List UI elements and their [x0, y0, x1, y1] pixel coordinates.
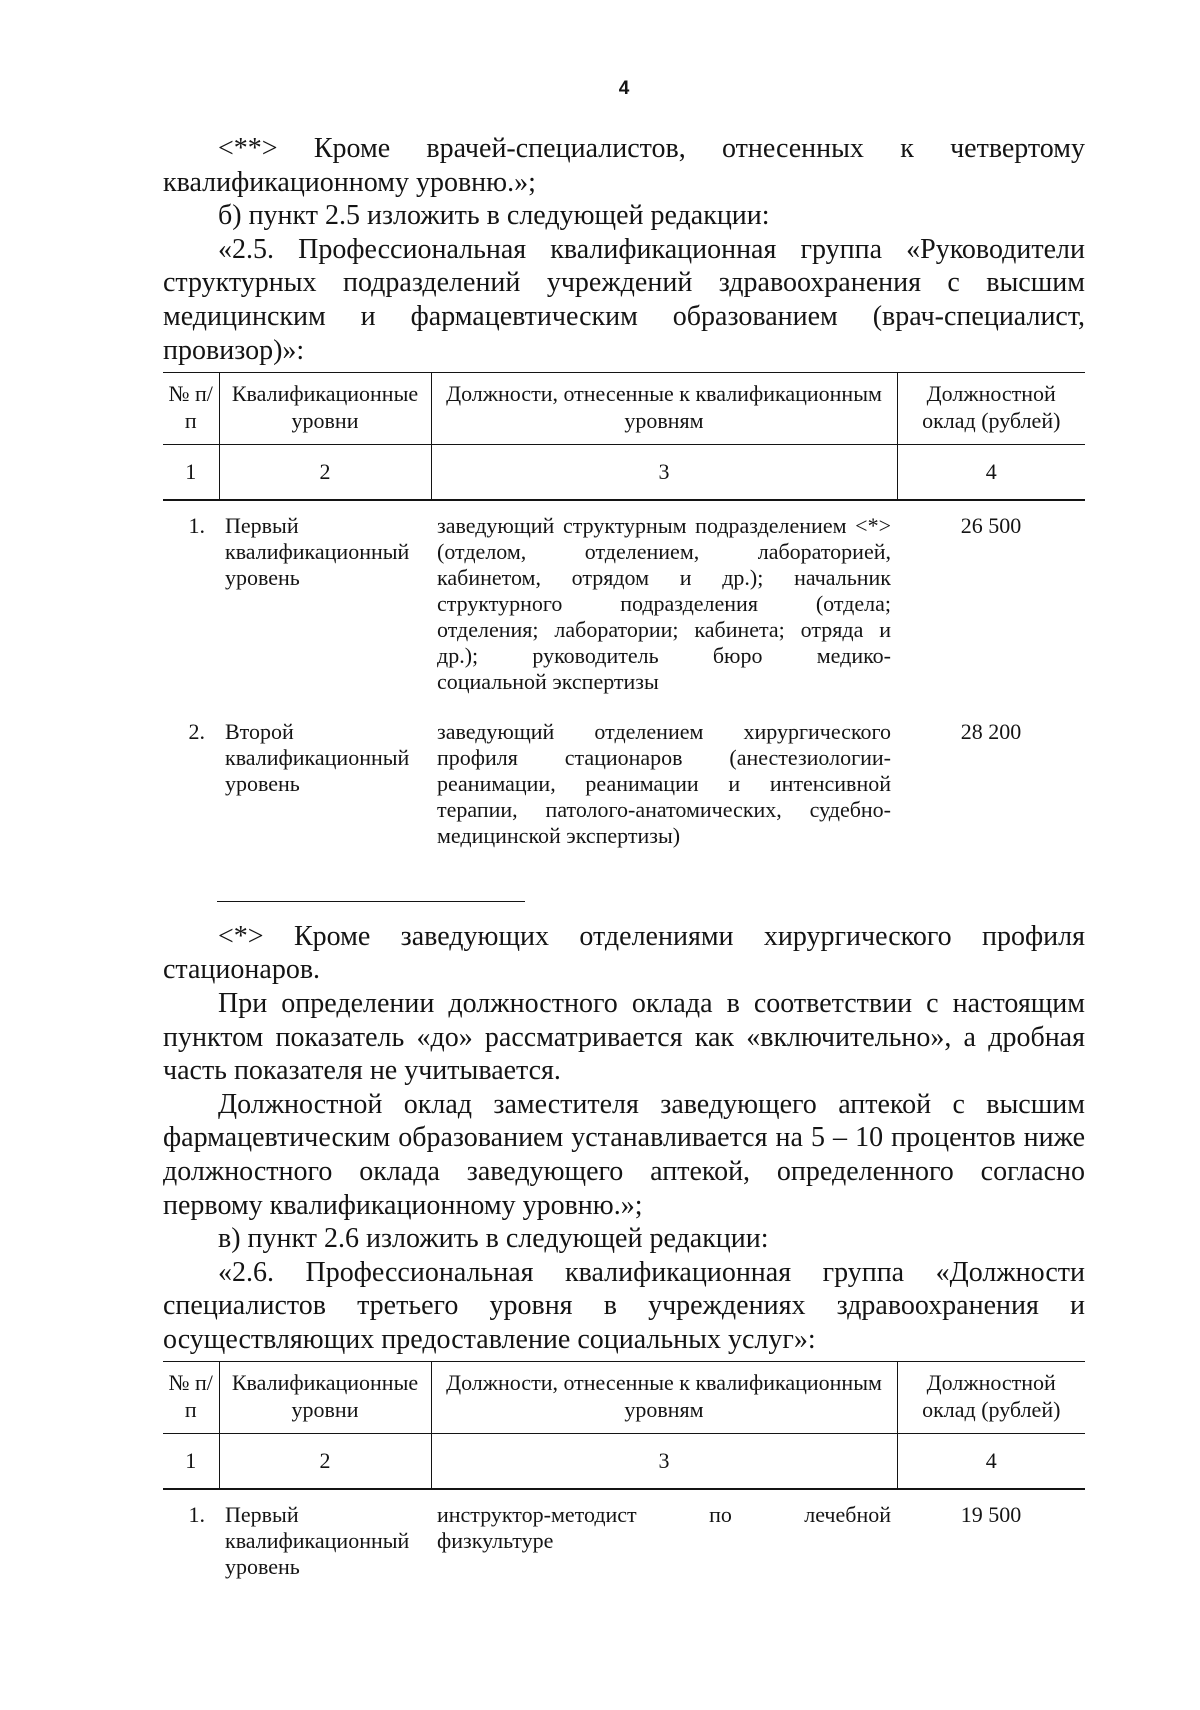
table-header-row [163, 373, 1085, 445]
row-positions [431, 695, 897, 849]
previous-footnote: <**> Кроме врачей-специалистов, отнесенных к четвертому квалификационному уровню.»; [163, 133, 1085, 198]
row-positions-last-line: физкультуре [437, 1528, 554, 1554]
row-number: 1. [188, 1502, 205, 1528]
footnote-separator [217, 901, 525, 902]
header-salary: Должностной оклад (рублей) [897, 373, 1085, 445]
column-number: 1 [185, 459, 197, 485]
row-positions-last-line: медицинской экспертизы) [437, 822, 681, 848]
row-number: 2. [188, 718, 205, 744]
row-positions-text: заведующий отделением хирургического профиля стационаров (анестезиологии-реанимации, реанимации и интенсивной терапии, патолого-анатомических, судебно- [437, 718, 891, 822]
group-2-6-heading: «2.6. Профессиональная квалификационная группа «Должности специалистов третьего уровня в учреждениях здравоохранения и осуществляющих предоставление социальных услуг»: [163, 1256, 1085, 1355]
page-number: 4 [618, 78, 630, 99]
column-number: 2 [219, 445, 431, 500]
qualification-table-2-6 [163, 1361, 1085, 1580]
column-number: 3 [431, 445, 897, 500]
row-level: Первый квалификационный уровень [225, 1502, 410, 1580]
row-level: Первый квалификационный уровень [225, 512, 410, 590]
column-number: 2 [219, 1434, 431, 1489]
column-number: 4 [897, 1434, 1085, 1489]
column-number-row [163, 1434, 1085, 1489]
column-number: 1 [185, 1448, 197, 1474]
row-salary: 28 200 [960, 718, 1022, 744]
row-salary: 26 500 [960, 512, 1022, 538]
footnote-star: <*> Кроме заведующих отделениями хирургического профиля стационаров. [163, 920, 1085, 986]
qualification-table-2-5 [163, 372, 1085, 849]
header-positions: Должности, отнесенные к квалификационным уровням [431, 373, 897, 445]
item-v: в) пункт 2.6 изложить в следующей редакции: [218, 1223, 769, 1255]
row-positions-last-line: социальной экспертизы [437, 668, 659, 694]
header-levels: Квалификационные уровни [219, 373, 431, 445]
row-positions-text: заведующий структурным подразделением <*> (отделом, отделением, лабораторией, кабинетом, отрядом и др.); начальник структурного подразделения (отдела; отделения; лаборатории; кабинета; отряда и др.); руководитель бюро медико- [437, 512, 891, 668]
column-number: 4 [897, 445, 1085, 500]
table-row [163, 695, 1085, 849]
header-positions: Должности, отнесенные к квалификационным уровням [431, 1362, 897, 1434]
column-number: 3 [431, 1434, 897, 1489]
table-header-row [163, 1362, 1085, 1434]
inclusive-rule-paragraph: При определении должностного оклада в соответствии с настоящим пунктом показатель «до» рассматривается как «включительно», а дробная часть показателя не учитывается. [163, 987, 1085, 1087]
row-number: 1. [188, 512, 205, 538]
header-number: № п/п [168, 381, 213, 434]
header-levels: Квалификационные уровни [219, 1362, 431, 1434]
item-b: б) пункт 2.5 изложить в следующей редакции: [218, 200, 770, 232]
row-salary: 19 500 [960, 1502, 1022, 1528]
header-salary: Должностной оклад (рублей) [897, 1362, 1085, 1434]
deputy-salary-paragraph: Должностной оклад заместителя заведующего аптекой с высшим фармацевтическим образованием устанавливается на 5 – 10 процентов ниже должностного оклада заведующего аптекой, определенного согласно первому квалификационному уровню.»; [163, 1088, 1085, 1221]
table-row [163, 1489, 1085, 1580]
header-number: № п/п [168, 1370, 213, 1423]
group-2-5-heading: «2.5. Профессиональная квалификационная группа «Руководители структурных подразделений учреждений здравоохранения с высшим медицинским и фармацевтическим образованием (врач-специалист, провизор)»: [163, 233, 1085, 366]
table-row [163, 500, 1085, 695]
row-level: Второй квалификационный уровень [225, 718, 410, 796]
document-body [163, 132, 1085, 1580]
row-positions [431, 500, 897, 695]
row-positions [431, 1489, 897, 1580]
column-number-row [163, 445, 1085, 500]
row-positions-text: инструктор-методист по лечебной [437, 1502, 891, 1528]
